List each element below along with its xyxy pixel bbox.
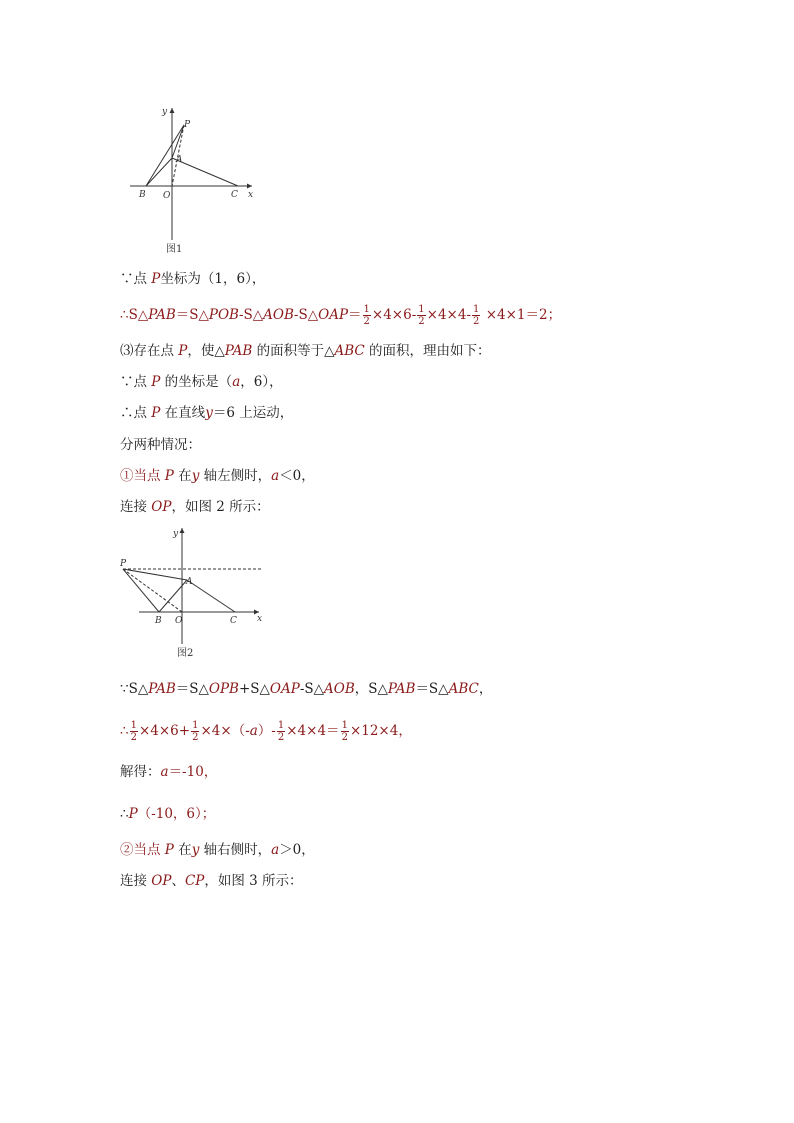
text-line-14: 连接 OP、CP，如图 3 所示：: [120, 873, 303, 889]
label-P: P: [120, 559, 127, 569]
figure-2-caption: 图2: [177, 648, 194, 659]
label-O: O: [163, 191, 171, 201]
figure-1: [120, 100, 270, 260]
label-O: O: [175, 616, 183, 626]
label-y: y: [173, 529, 179, 539]
fraction: $\frac{1}{2}$: [473, 304, 480, 327]
segment-BA: [146, 158, 172, 186]
segment-PA: [123, 569, 187, 580]
segment-PB: [123, 569, 159, 612]
label-B: B: [155, 616, 162, 626]
text-line-7: ①当点 P 在y 轴左侧时，a＜0，: [120, 468, 315, 484]
label-y: y: [162, 107, 168, 117]
text-line-10: ∴ $\frac{1}{2}$ ×4×6+ $\frac{1}{2}$ ×4×（-a）- $\frac{1}{2}$ ×4×4＝ $\frac{1}{2}$ ×12×4，: [120, 720, 412, 743]
text-line-4: ∵点 P 的坐标是（a，6），: [120, 374, 283, 390]
segment-PO: [123, 569, 182, 612]
fraction: $\frac{1}{2}$: [363, 304, 370, 327]
figure-1-caption: 图1: [166, 244, 183, 255]
text-line-1: ∵点 P坐标为（1，6），: [120, 271, 266, 287]
text-line-6: 分两种情况：: [120, 437, 201, 453]
label-A: A: [186, 577, 193, 587]
fraction: $\frac{1}{2}$: [130, 720, 137, 743]
fraction: $\frac{1}{2}$: [341, 720, 348, 743]
fraction: $\frac{1}{2}$: [277, 720, 285, 743]
fraction: $\frac{1}{2}$: [192, 720, 199, 743]
text-line-8: 连接 OP，如图 2 所示：: [120, 499, 270, 515]
label-C: C: [231, 190, 238, 200]
label-A: A: [176, 155, 183, 165]
label-x: x: [248, 190, 254, 200]
text-line-9: ∵S△PAB＝S△OPB+S△OAP-S△AOB，S△PAB＝S△ABC，: [120, 681, 493, 697]
label-B: B: [139, 190, 146, 200]
label-P: P: [184, 120, 191, 130]
figure-2: [115, 524, 275, 664]
text-line-13: ②当点 P 在y 轴右侧时，a＞0，: [120, 842, 315, 858]
text-line-12: ∴P（-10，6）；: [120, 806, 216, 822]
label-x: x: [257, 614, 263, 624]
fraction: $\frac{1}{2}$: [418, 304, 425, 327]
text-line-2: ∴S△PAB＝S△POB-S△AOB-S△OAP＝ $\frac{1}{2}$ ×4×6- $\frac{1}{2}$ ×4×4- $\frac{1}{2}$ ×4×1＝2；: [120, 304, 562, 327]
text-line-3: ⑶存在点 P，使△PAB 的面积等于△ABC 的面积，理由如下：: [120, 343, 491, 359]
text-line-11: 解得：a＝-10，: [120, 764, 218, 780]
text-line-5: ∴点 P 在直线y＝6 上运动，: [120, 405, 294, 421]
segment-AC: [187, 580, 235, 612]
segment-BA: [159, 580, 187, 612]
label-C: C: [230, 616, 237, 626]
